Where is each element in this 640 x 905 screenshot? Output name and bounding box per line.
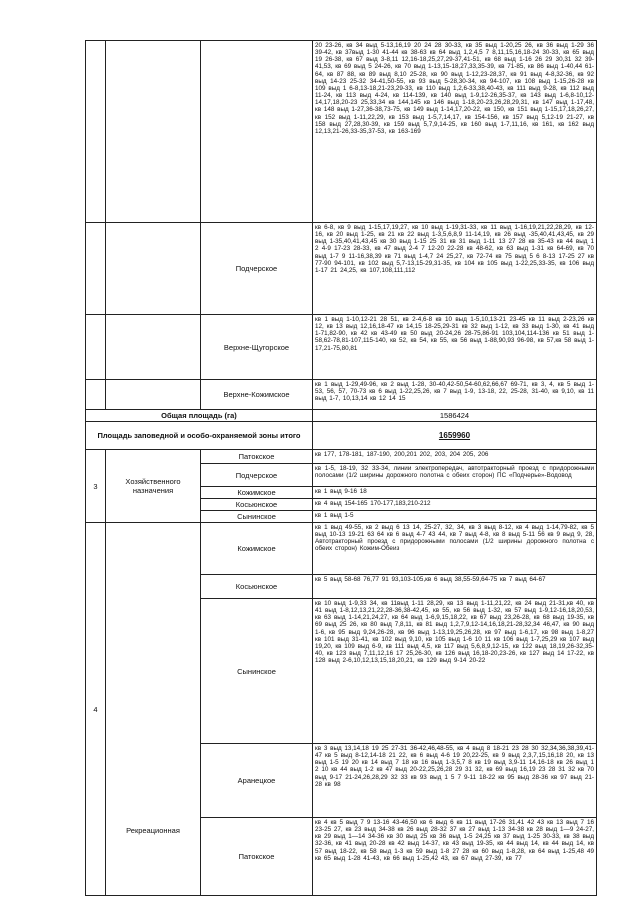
forestry-name: Подчерское [201,464,313,487]
quarters-text: кв 6-8, кв 9 выд 1-15,17,19,27, кв 10 выд 1-19,31-33, кв 11 выд 1-16,19,21,22,28,29, кв 12-16, кв 20 выд 1-25, кв 21 кв 22 выд 1-3,5,6,8,9 11-14,19, кв 26 выд -35,40,41,43,45, кв 29 выд 1-35,40,41,43,45 кв 30 выд 1-15 25 31 кв 31 выд 1-11 13 27 28 кв 35-43 кв 44 выд 1 2 4-9 17-23 28-33, кв 47 выд 2-4 7 12-20 22-28 кв 48-62, кв 63 выд 1-31 кв 64-69, кв 70 выд 1-7 9 11-16,38,39 кв 71 выд 1-4,7 24 25,27, кв 72-74 кв 75 выд 5 6 8-13 17-25 27 кв 77-90 94-101, кв 102 выд 5,7-13,15-29,31-35, кв 104 кв 105 выд 1-22,25,33-35, кв 106 выд 1-17 21 24,25, кв 107,108,111,112 [313,223,597,315]
category-name: Рекреационная [106,523,201,896]
forestry-name: Патокское [201,818,313,896]
forestry-name: Кожимское [201,487,313,499]
quarters-text: кв 4 выд 154-165 170-177,183,210-212 [313,499,597,511]
forestry-name: Подчерское [201,223,313,315]
protected-area-label: Площадь заповедной и особо-охраняемой зоны итого [86,422,313,450]
empty-num-cell [86,315,106,380]
forestry-name: Патокское [201,450,313,464]
forestry-name: Кожимское [201,523,313,575]
protected-area-value: 1659960 [313,422,597,450]
category-name: Хозяйственного назначения [106,450,201,523]
forestry-name: Сынинское [201,599,313,744]
forest-zones-table [85,40,597,896]
quarters-text: кв 177, 178-181, 187-190, 200,201 202, 203, 204 205, 206 [313,450,597,464]
quarters-text: кв 1 выд 1-29,49-96, кв 2 выд 1-28, 30-40,42-50,54-60,62,66,67 69-71, кв 3, 4, кв 5 выд 1-53, 56, 57, 70-73 кв 6 выд 1-22,25,26, кв 7 выд 1-9, 13-18, 22, 25-28, 31-40, кв 9,10, кв 11 выд 1-7, 10,13,14 кв 12 14 15 [313,380,597,410]
quarters-text: кв 3 выд 13,14,18 19 25 27-31 36-42,46,48-55, кв 4 выд 8 18-21 23 28 30 32,34,36,38,39,41-47 кв 5 выд 8-12,14-18 21 22, кв 6 выд 4-6 19 20,22-25, кв 9 выд 2,3,7,15,16,18 20, кв 13 выд 1-5 19 20 кв 14 выд 7 18 кв 16 выд 1-3,5,7 8 кв 19 выд 3,9-11 14,16-18 кв 26 выд 1 2 10 кв 44 выд 1-2 кв 47 выд 20-22,25,26,28 29 31 32, кв 69 выд 16,19 23 28 31 32 кв 70 выд 9-17 21-24,26,28,29 32 33 кв 93 выд 1 5 7 9-11 18-22 кв 95 выд 28-36 кв 97 выд 21-28 кв 98 [313,744,597,818]
empty-num-cell [86,41,106,223]
quarters-text: кв 1-5, 18-19, 32 33-34, линии электропередач, автотракторный проезд с придорожными полосами (1/2 ширины дорожного полотна с обеих сторон) ПС «Подчерье»-Водовод [313,464,597,487]
quarters-text: кв 10 выд 1-9,33 34, кв 11выд 1-11 28,29, кв 13 выд 1-11,21,22, кв 24 выд 21-31,кв 40, кв 41 выд 1-8,12,13,21,22,28-36,38-42,45, кв 55, кв 56 выд 1-32, кв 57 выд 1-9,12-16,18,20,53, кв 63 выд 1-14,21,24,27, кв 64 выд 1-6,9,15,18,22, кв 67 выд 23,26-28, кв 68 выд 19-35, кв 69 выд 25 26, кв 80 выд 7,8,11, кв 81 выд 1,2,7,9,12-14,16,18,21-28,32,34 46,47, кв 90 выд 1-6, кв 95 выд 9,24,26-28, кв 96 выд 1-13,19,25,26,28, кв 97 выд 1-6,17, кв 98 выд 1-8,27 кв 101 выд 31-41, кв 102 выд 9,10, кв 105 выд 1-6 10 11 кв 106 выд 1-7,25,29 кв 107 выд 19,20, кв 109 выд 6-9, кв 111 выд 4,5, кв 117 выд 5,6,8,9,12-15, кв 122 выд 18,19,26-32,35-40, кв 123 выд 7,11,12,16 17 25,26-30, кв 126 выд 16,18-20,23-26, кв 127 выд 14 17-22, кв 128 выд 2-6,10,12,13,15,18,20,21, кв 129 выд 9-14 20-22 [313,599,597,744]
forestry-name: Сынинское [201,511,313,523]
section-number: 4 [86,523,106,896]
empty-category-cell [106,223,201,315]
forestry-name: Верхне-Кожимское [201,380,313,410]
empty-num-cell [86,380,106,410]
quarters-text: кв 5 выд 58-68 76,77 91 93,103-105,кв 6 выд 38,55-59,64-75 кв 7 выд 64-67 [313,575,597,599]
section-number: 3 [86,450,106,523]
forestry-name: Косьюнское [201,499,313,511]
empty-category-cell [106,41,201,223]
quarters-text: кв 1 выд 1-5 [313,511,597,523]
forestry-name: Косьюнское [201,575,313,599]
empty-category-cell [106,380,201,410]
forestry-name: Аранецкое [201,744,313,818]
quarters-text: кв 4 кв 5 выд 7 9 13-16 43-46,50 кв 6 выд 6 кв 11 выд 17-26 31,41 42 43 кв 13 выд 7 16 23-25 27, кв 23 выд 34-38 кв 26 выд 28-32 37 кв 27 выд 1-13 34-38 кв 28 выд 1—9 24-27, кв 29 выд 1—14 34-36 кв 30 выд 25 кв 36 выд 1-5 24,25 кв 37 выд 1-25 30-33, кв 38 выд 32-36, кв 41 выд 20-28 кв 42 выд 14-37, кв 43 выд 19-35, кв 44 выд 14, кв 44 выд 14, кв 57 выд 18-22, кв 58 выд 1-3 кв 59 выд 1-8 27 28 кв 60 выд 1-8,28, кв 64 выд 1-25,48 49 кв 65 выд 1-28 41-43, кв 66 выд 1-25,42 43, кв 67 выд 27-39, кв 77 [313,818,597,896]
forestry-name: Верхне-Щугорское [201,315,313,380]
total-area-value: 1586424 [313,410,597,422]
empty-num-cell [86,223,106,315]
empty-category-cell [106,315,201,380]
empty-forestry-cell [201,41,313,223]
quarters-text: 20 23-26, кв 34 выд 5-13,16,19 20 24 28 30-33, кв 35 выд 1-20,25 26, кв 36 выд 1-29 36 39-42, кв 37выд 1-30 41-44 кв 38-63 кв 64 выд 1,2,4,5 7 8,11,15,16,18-24 30-33, кв 65 выд 19 26-38, кв 67 выд 3-8,11 12,16-18,25,27,29-37,41-51, кв 68 выд 1-16 26 29 30,31 32 39-41,53, кв 69 выд 5 24-26, кв 70 выд 1-13,15-18,27,33,35-39, кв 71-85, кв 86 выд 1-40,44 61-64, кв 87 88, кв 89 выд 8,10 25-28, кв 90 выд 1-12,23-28,37, кв 91 выд 4-8,32-36, кв 92 выд 14-23 25-32 34-41,50-55, кв 93 выд 5-28,30-34, кв 94-107, кв 108 выд 1-15,26-28 кв 109 выд 1 6-8,13-18,21-23,29-33, кв 110 выд 1,2,6-33,38,40-43, кв 111 выд 9-28, кв 112 выд 11-24, кв 113 выд 4-24, кв 114-139, кв 140 выд 1-9,12-26,35-37, кв 143 выд 1-6,8-10,12-14,17,18,20-23 25,33,34 кв 144,145 кв 146 выд 1-18,20-23,26,28,29,31, кв 147 выд 1-17,48, кв 148 выд 1-27,36-38,73-75, кв 149 выд 1-14,17,20-22, кв 150, кв 151 выд 1-15,17,18,26,27, кв 152 выд 1-11,22,29, кв 153 выд 1-5,7,14,17, кв 154-156, кв 157 выд 5,12-19 21-27, кв 158 выд 27,28,30-39, кв 159 выд 5,7,9,14-25, кв 160 выд 1-7,11,16, кв 161, кв 162 выд 12,13,21-26,33-35,37-53, кв 163-169 [313,41,597,223]
quarters-text: кв 1 выд 1-10,12-21 28 51, кв 2-4,6-8 кв 10 выд 1-5,10,13-21 23-45 кв 11 выд 2-23,26 кв 12, кв 13 выд 12,16,18-47 кв 14,15 18-25,29-31 кв 32 выд 1-12, кв 33 выд 1-30, кв 41 выд 1-71,82-90, кв 42 кв 43-49 кв 50 выд 20-24,26 28-75,86-91 103,104,114-136 кв 51 выд 1-58,62-78,81-107,115-140, кв 52, кв 54, кв 55, кв 56 выд 1-88,90,93 96-98, кв 57,кв 58 выд 1-17,21-75,80,81 [313,315,597,380]
total-area-label: Общая площадь (га) [86,410,313,422]
quarters-text: кв 1 выд 49-55, кв 2 выд 6 13 14, 25-27, 32, 34, кв 3 выд 8-12, кв 4 выд 1-14,79-82, кв 5 выд 10-13 19-21 63 64 кв 6 выд 4-7 43 44, кв 7 выд 4-8, кв 8 выд 5-11 56 кв 9 выд 9, 28, Автотракторный проезд с придорожными полосами (1/2 ширины дорожного полотна с обеих сторон) Кожим-Обеиз [313,523,597,575]
quarters-text: кв 1 выд 9-16 18 [313,487,597,499]
